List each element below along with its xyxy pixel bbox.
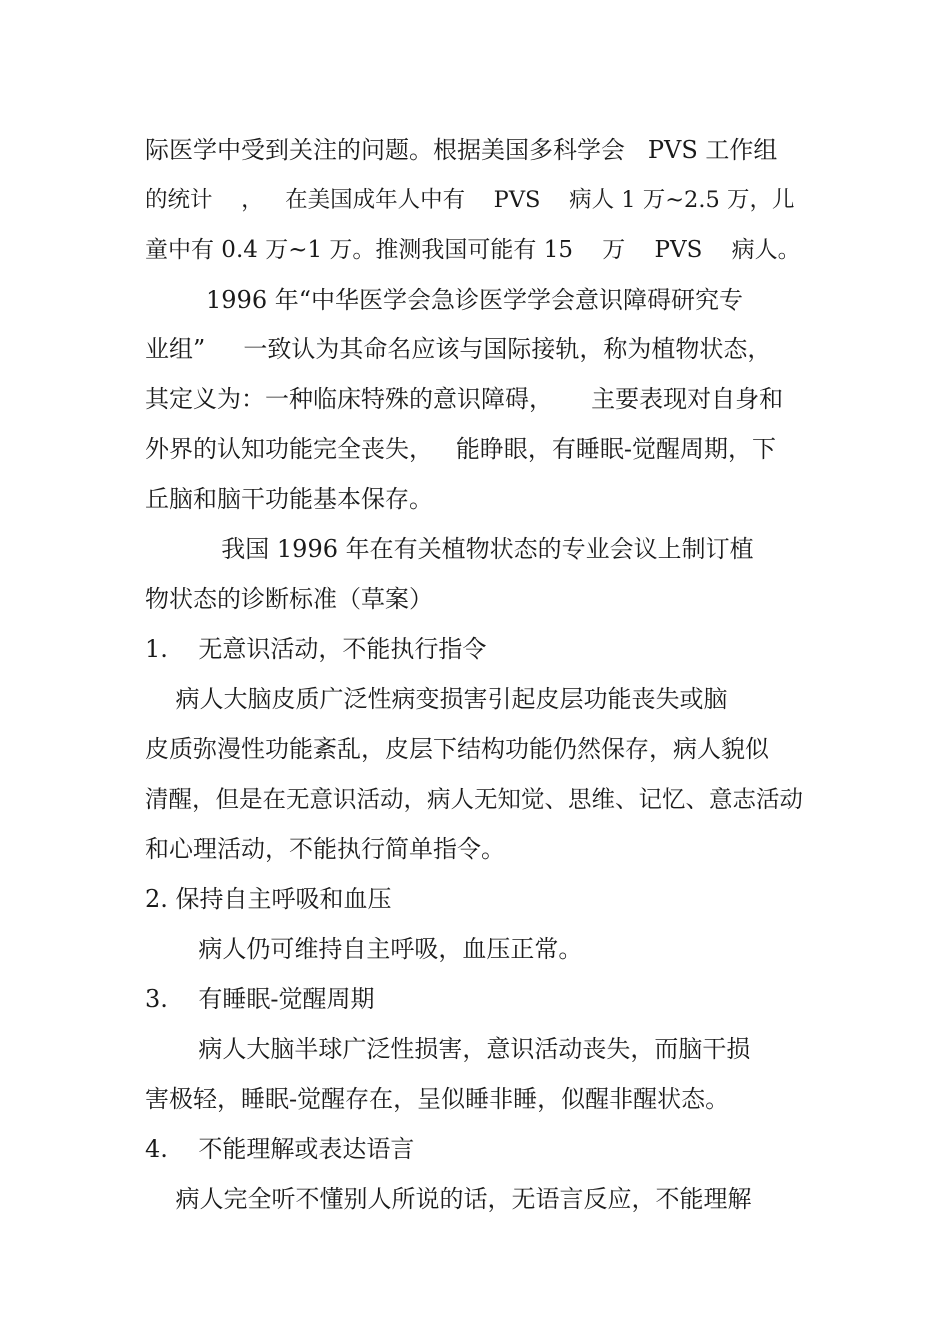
paragraph-line: 清醒，但是在无意识活动，病人无知觉、思维、记忆、意志活动	[145, 785, 803, 813]
list-heading-4: 4. 不能理解或表达语言	[145, 1135, 415, 1163]
list-heading-2: 2. 保持自主呼吸和血压	[145, 885, 392, 913]
paragraph-line: 病人完全听不懂别人所说的话，无语言反应，不能理解	[145, 1185, 752, 1213]
paragraph-line: 物状态的诊断标准（草案）	[145, 585, 433, 613]
paragraph-line: 病人大脑皮质广泛性病变损害引起皮层功能丧失或脑	[145, 685, 728, 713]
paragraph-line: 外界的认知功能完全丧失， 能睁眼，有睡眠-觉醒周期，下	[145, 435, 776, 463]
paragraph-line: 我国 1996 年在有关植物状态的专业会议上制订植	[145, 535, 754, 563]
paragraph-line: 童中有 0.4 万~1 万。推测我国可能有 15 万 PVS 病人。	[145, 237, 801, 263]
paragraph-line: 际医学中受到关注的问题。根据美国多科学会 PVS 工作组	[145, 136, 778, 164]
paragraph-line: 丘脑和脑干功能基本保存。	[145, 485, 433, 513]
paragraph-line: 业组” 一致认为其命名应该与国际接轨，称为植物状态，	[145, 335, 772, 363]
list-heading-1: 1. 无意识活动，不能执行指令	[145, 635, 487, 663]
paragraph-line: 皮质弥漫性功能紊乱，皮层下结构功能仍然保存，病人貌似	[145, 735, 769, 763]
paragraph-line: 的统计 ， 在美国成年人中有 PVS 病人 1 万~2.5 万，儿	[145, 187, 795, 213]
paragraph-line: 其定义为：一种临床特殊的意识障碍， 主要表现对自身和	[145, 385, 784, 413]
list-heading-3: 3. 有睡眠-觉醒周期	[145, 985, 375, 1013]
paragraph-line: 和心理活动，不能执行简单指令。	[145, 835, 505, 863]
paragraph-line: 病人大脑半球广泛性损害，意识活动丧失，而脑干损	[145, 1035, 751, 1063]
paragraph-line: 害极轻，睡眠-觉醒存在，呈似睡非睡，似醒非醒状态。	[145, 1085, 730, 1113]
paragraph-line: 病人仍可维持自主呼吸，血压正常。	[145, 935, 583, 963]
paragraph-line: 1996 年“中华医学会急诊医学学会意识障碍研究专	[145, 286, 744, 314]
